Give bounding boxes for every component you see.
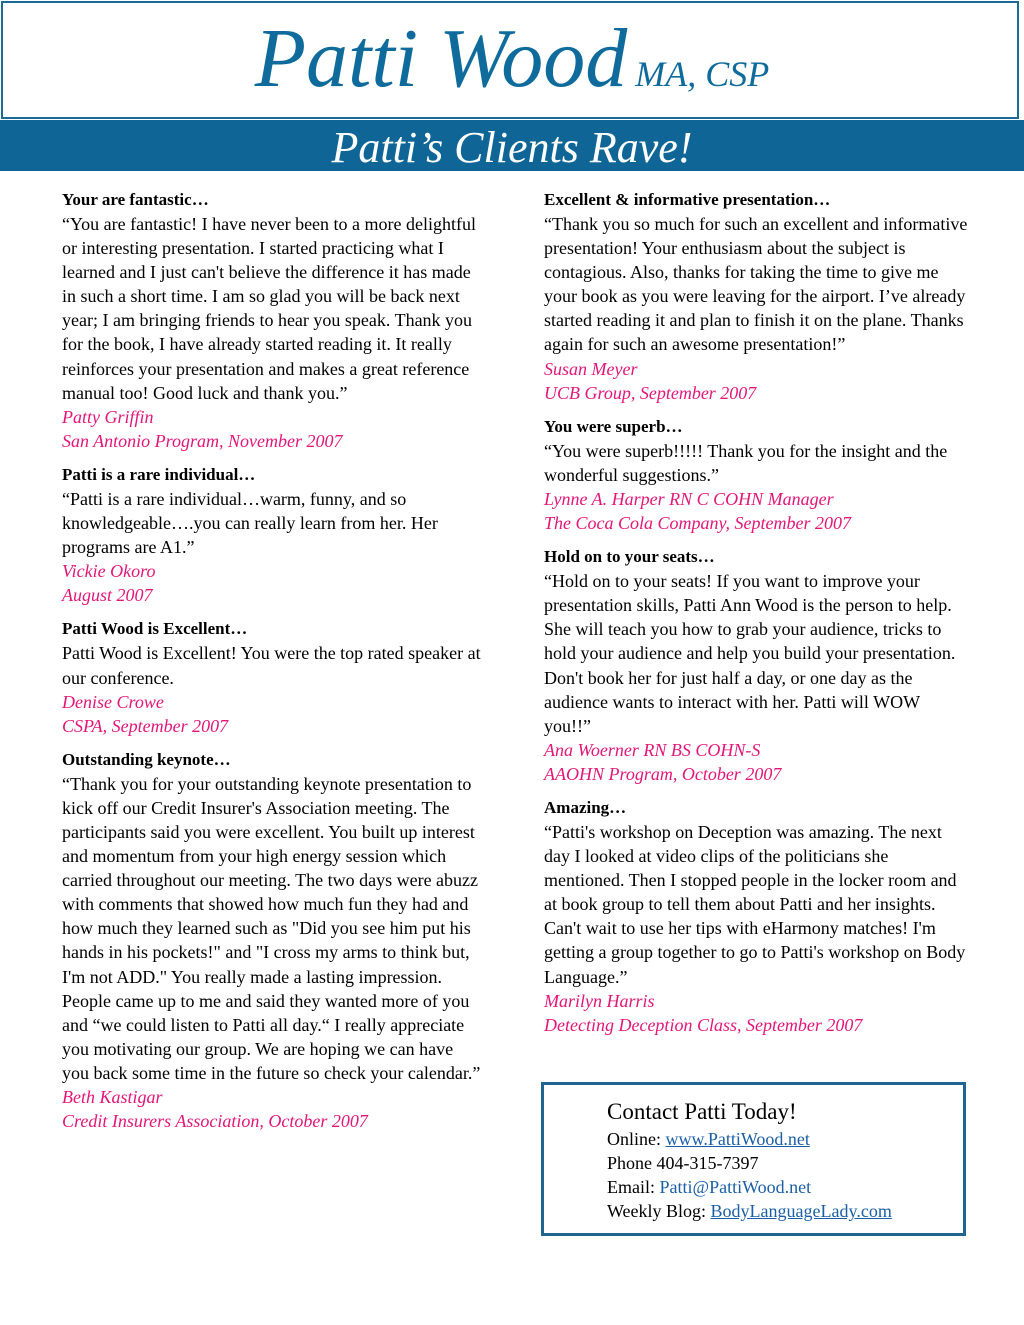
testimonial-heading: You were superb… xyxy=(544,416,683,436)
contact-blog-label: Weekly Blog: xyxy=(607,1201,711,1221)
website-link[interactable]: www.PattiWood.net xyxy=(665,1129,810,1149)
testimonial-body: “Thank you for your outstanding keynote presentation to kick off our Credit Insurer's Association meeting. The participants said you were excellent. You built up interest and momentum from your high energy session which carried throughout our meeting. The two days were abuzz with comments that showed how much fun they had and how much they learned such as "Did you see him put his hands in his pockets!" and "I cross my arms to think but, I'm not ADD." You really made a lasting impression. People came up to me and said they wanted more of you and “we could listen to Patti all day.“ I really appreciate you motivating our group. We are hoping we can have you back some time in the future so check your calendar.” xyxy=(62,773,481,1083)
testimonial xyxy=(544,188,969,405)
speaker-credentials: MA, CSP xyxy=(635,54,770,94)
email-link[interactable]: Patti@PattiWood.net xyxy=(659,1177,812,1197)
testimonial-heading: Excellent & informative presentation… xyxy=(544,190,831,209)
testimonial-heading: Patti is a rare individual… xyxy=(62,464,256,484)
contact-online-row xyxy=(607,1127,892,1151)
testimonial-heading: Amazing… xyxy=(544,797,627,817)
contact-box xyxy=(541,1082,966,1236)
testimonial-heading: Outstanding keynote… xyxy=(62,749,231,769)
testimonial-author: Denise Crowe xyxy=(62,691,164,712)
testimonial-body: “You are fantastic! I have never been to a more delightful or interesting presentation. I started practicing what I learned and I just can't believe the difference it has made in such a short time. I am so glad you will be back next year; I am bringing friends to hear you speak. Thank you for the book, I have already started reading it. It really reinforces your presentation and makes a great reference manual too! Good luck and thank you.” xyxy=(62,214,477,403)
contact-email-row xyxy=(607,1175,892,1199)
testimonials-right-column xyxy=(544,188,969,1047)
contact-title: Contact Patti Today! xyxy=(607,1099,797,1124)
testimonial xyxy=(62,188,482,453)
page-title xyxy=(0,14,1024,104)
testimonial-organization: Credit Insurers Association, October 2007 xyxy=(62,1111,368,1132)
testimonial-organization: San Antonio Program, November 2007 xyxy=(62,430,343,451)
testimonial-body: “Thank you so much for such an excellent and informative presentation! Your enthusiasm about the subject is contagious. Also, thanks for taking the time to give me your book as you were leaving for the airport. I’ve already started reading it and plan to finish it on the plane. Thanks again for such an awesome presentation!” xyxy=(544,214,968,355)
testimonials-left-column xyxy=(62,188,482,1143)
testimonial-body: Patti Wood is Excellent! You were the top rated speaker at our conference. xyxy=(62,643,481,688)
testimonial xyxy=(544,796,969,1037)
page-banner: Patti’s Clients Rave! xyxy=(0,120,1024,171)
testimonial-heading: Hold on to your seats… xyxy=(544,547,715,567)
testimonial-organization: CSPA, September 2007 xyxy=(62,715,229,736)
testimonial-organization: August 2007 xyxy=(62,585,153,606)
speaker-name: Patti Wood xyxy=(254,12,628,105)
testimonial xyxy=(544,415,969,535)
testimonial xyxy=(62,463,482,607)
testimonial-author: Susan Meyer xyxy=(544,358,638,379)
testimonial-body: “Patti's workshop on Deception was amazing. The next day I looked at video clips of the politicians she mentioned. Then I stopped people in the locker room and at book group to tell them about Patti and her insights. Can't wait to use her tips with eHarmony matches! I'm getting a group together to go to Patti's workshop on Body Language.” xyxy=(544,821,966,987)
contact-email-label: Email: xyxy=(607,1177,660,1197)
testimonial-author: Patty Griffin xyxy=(62,406,154,427)
testimonial xyxy=(62,617,482,737)
blog-link[interactable]: BodyLanguageLady.com xyxy=(710,1201,892,1221)
testimonial-author: Lynne A. Harper RN C COHN Manager xyxy=(544,488,834,509)
testimonial-author: Ana Woerner RN BS COHN-S xyxy=(544,739,761,760)
testimonial-author: Beth Kastigar xyxy=(62,1087,163,1107)
testimonial xyxy=(62,748,482,1133)
testimonial-body: “Hold on to your seats! If you want to improve your presentation skills, Patti Ann Wood is the person to help. She will teach you how to grab your audience, tricks to hold your audience and help you build your presentation. Don't book her for just half a day, or one day as the audience wants to interact with her. Patti will WOW you!!” xyxy=(544,571,956,736)
testimonial xyxy=(544,545,969,786)
testimonial-heading: Your are fantastic… xyxy=(62,190,209,209)
testimonial-author: Vickie Okoro xyxy=(62,561,156,582)
testimonial-author: Marilyn Harris xyxy=(544,990,655,1011)
testimonial-organization: AAOHN Program, October 2007 xyxy=(544,763,782,784)
testimonial-organization: Detecting Deception Class, September 2007 xyxy=(544,1014,863,1035)
contact-phone: Phone 404-315-7397 xyxy=(607,1153,759,1173)
contact-details xyxy=(607,1097,892,1223)
testimonial-body: “Patti is a rare individual…warm, funny, and so knowledgeable….you can really learn from her. Her programs are A1.” xyxy=(62,488,438,558)
testimonial-heading: Patti Wood is Excellent… xyxy=(62,619,248,639)
contact-blog-row xyxy=(607,1199,892,1223)
testimonial-body: “You were superb!!!!! Thank you for the insight and the wonderful suggestions.” xyxy=(544,440,948,485)
testimonial-organization: UCB Group, September 2007 xyxy=(544,382,757,403)
testimonial-organization: The Coca Cola Company, September 2007 xyxy=(544,513,851,534)
contact-online-label: Online: xyxy=(607,1129,666,1149)
